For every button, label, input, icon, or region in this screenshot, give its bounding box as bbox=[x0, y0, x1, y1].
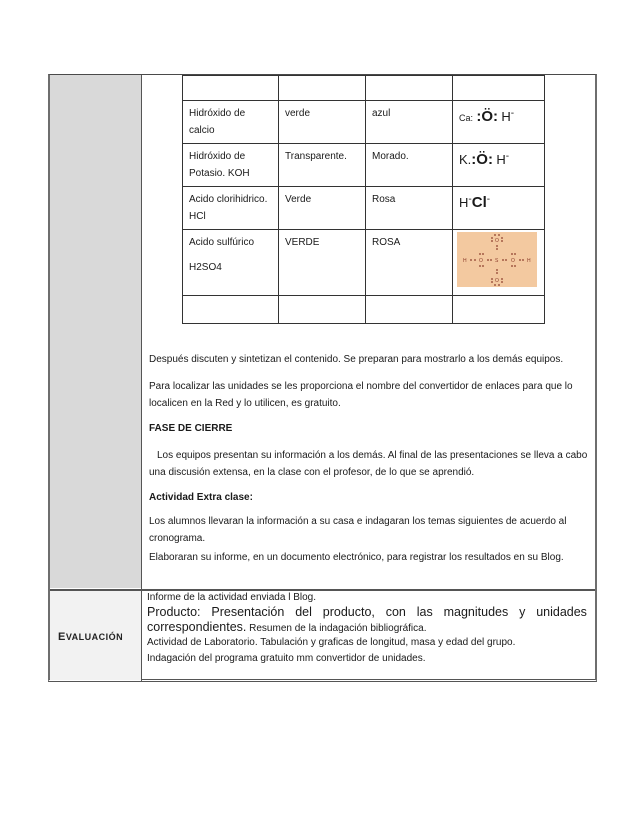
section-heading: Actividad Extra clase: bbox=[149, 492, 253, 503]
paragraph: Elaboraran su informe, en un documento electrónico, para registrar los resultados en su Blog. bbox=[149, 552, 564, 563]
evaluacion-label: EVALUACIÓN bbox=[58, 631, 124, 643]
color-cell: Rosa bbox=[366, 187, 453, 230]
section-heading: FASE DE CIERRE bbox=[149, 423, 233, 434]
lewis-atom-o: O bbox=[495, 278, 499, 284]
substance-cell: Acido sulfúrico H2SO4 bbox=[183, 230, 279, 296]
lewis-atom-o: O bbox=[495, 238, 499, 244]
color-cell: Transparente. bbox=[279, 144, 366, 187]
formula-cell bbox=[453, 230, 545, 296]
indicator-table bbox=[182, 75, 545, 324]
color-cell: azul bbox=[366, 101, 453, 144]
paragraph: Después discuten y sintetizan el contenido. Se preparan para mostrarlo a los demás equipos. bbox=[149, 354, 564, 365]
evaluacion-line: Indagación del programa gratuito mm convertidor de unidades. bbox=[147, 653, 426, 664]
table-row bbox=[183, 144, 545, 187]
paragraph: Para localizar las unidades se les proporciona el nombre del convertidor de enlaces para que lo localicen en la Red y lo utilicen, es gratuito. bbox=[149, 381, 573, 409]
evaluacion-line: Informe de la actividad enviada l Blog. bbox=[147, 592, 316, 603]
substance-cell: Acido clorihidrico. HCl bbox=[183, 187, 279, 230]
table-row bbox=[183, 230, 545, 296]
evaluacion-line: Actividad de Laboratorio. Tabulación y graficas de longitud, masa y edad del grupo. bbox=[147, 637, 516, 648]
lewis-atom-s: S bbox=[495, 258, 499, 264]
formula-cell: Ca: :Ö: H- bbox=[453, 101, 545, 144]
lewis-atom-h: H bbox=[527, 258, 531, 264]
evaluacion-producto-line: Producto: Presentación del producto, con las magnitudes y unidades bbox=[147, 605, 587, 619]
lewis-atom-o: O bbox=[511, 258, 515, 264]
table-row bbox=[183, 101, 545, 144]
substance-cell: Hidróxido de Potasio. KOH bbox=[183, 144, 279, 187]
left-column-cell bbox=[50, 75, 141, 588]
lewis-atom-h: H bbox=[463, 258, 467, 264]
table-row bbox=[183, 76, 545, 101]
substance-cell: Hidróxido de calcio bbox=[183, 101, 279, 144]
color-cell: VERDE bbox=[279, 230, 366, 296]
lewis-structure-image bbox=[457, 232, 537, 287]
table-row bbox=[183, 187, 545, 230]
paragraph: Los alumnos llevaran la información a su casa e indagaran los temas siguientes de acuerdo al cronograma. bbox=[149, 516, 567, 544]
lewis-atom-o: O bbox=[479, 258, 483, 264]
paragraph: Los equipos presentan su información a los demás. Al final de las presentaciones se lleva a cabo una discusión extensa, en la clase con el profesor, de lo que se aprendió. bbox=[149, 450, 588, 478]
table-row bbox=[183, 296, 545, 324]
color-cell: Morado. bbox=[366, 144, 453, 187]
evaluacion-line: correspondientes. Resumen de la indagación bibliográfica. bbox=[147, 620, 427, 634]
color-cell: ROSA bbox=[366, 230, 453, 296]
formula-cell: H-Cl- bbox=[453, 187, 545, 230]
color-cell: verde bbox=[279, 101, 366, 144]
formula-cell: K.:Ö: H- bbox=[453, 144, 545, 187]
color-cell: Verde bbox=[279, 187, 366, 230]
